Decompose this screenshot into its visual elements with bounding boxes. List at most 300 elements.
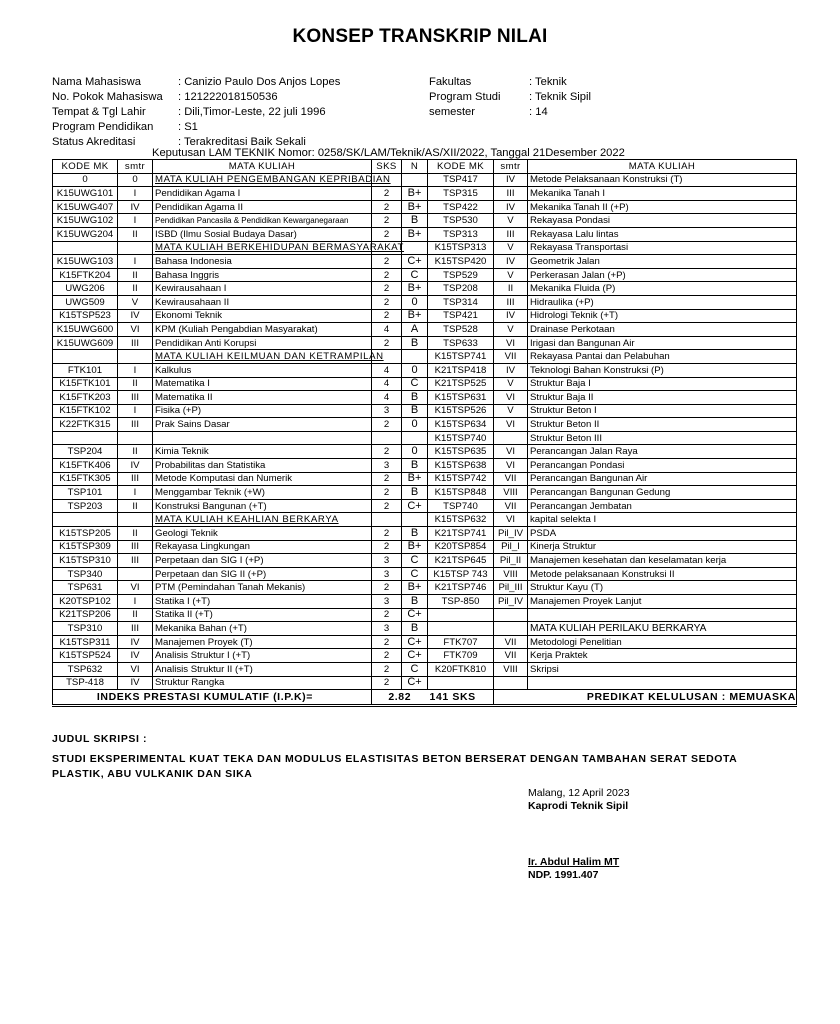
- predikat-label: PREDIKAT KELULUSAN : MEMUASKA: [494, 690, 797, 706]
- course-left-cell: Manajemen Proyek (T): [153, 635, 372, 649]
- course-right-cell: Kerja Praktek: [528, 649, 797, 663]
- code-right-cell: TSP208: [428, 282, 494, 296]
- semester-right-cell: II: [494, 282, 528, 296]
- table-row: [53, 363, 797, 377]
- semester-right-cell: IV: [494, 255, 528, 269]
- semester-left-cell: II: [118, 608, 153, 622]
- code-right-cell: K21TSP525: [428, 377, 494, 391]
- accreditation-decree: Keputusan LAM TEKNIK Nomor: 0258/SK/LAM/Teknik/AS/XII/2022, Tanggal 21Desember 2022: [152, 147, 625, 159]
- grade-cell: 0: [402, 418, 428, 432]
- semester-right-cell: IV: [494, 200, 528, 214]
- code-left-cell: K20TSP102: [53, 595, 118, 609]
- sks-cell: 2: [372, 418, 402, 432]
- grade-cell: B: [402, 459, 428, 473]
- semester-left-cell: I: [118, 255, 153, 269]
- semester-right-cell: V: [494, 404, 528, 418]
- code-left-cell: K15UWG204: [53, 227, 118, 241]
- accreditation-value: : Terakreditasi Baik Sekali: [178, 136, 306, 148]
- code-left-cell: K15FTK101: [53, 377, 118, 391]
- code-right-cell: K15TSP634: [428, 418, 494, 432]
- header-cell: KODE MK: [53, 160, 118, 174]
- sks-cell: 2: [372, 662, 402, 676]
- semester-right-cell: VI: [494, 336, 528, 350]
- semester-right-cell: III: [494, 227, 528, 241]
- code-left-cell: TSP101: [53, 486, 118, 500]
- semester-right-cell: VIII: [494, 662, 528, 676]
- semester-right-cell: VI: [494, 418, 528, 432]
- code-left-cell: K15UWG600: [53, 323, 118, 337]
- code-right-cell: [428, 608, 494, 622]
- table-row: [53, 540, 797, 554]
- semester-right-cell: VIII: [494, 486, 528, 500]
- semester-right-cell: V: [494, 323, 528, 337]
- course-left-cell: PTM (Pemindahan Tanah Mekanis): [153, 581, 372, 595]
- semester-left-cell: II: [118, 445, 153, 459]
- grade-cell: B+: [402, 200, 428, 214]
- course-left-cell: Pendidikan Agama I: [153, 187, 372, 201]
- code-left-cell: K15TSP205: [53, 527, 118, 541]
- sks-cell: 2: [372, 445, 402, 459]
- course-left-cell: Probabilitas dan Statistika: [153, 459, 372, 473]
- course-right-cell: Manajemen kesehatan dan keselamatan kerja: [528, 554, 797, 568]
- header-cell: MATA KULIAH: [528, 160, 797, 174]
- semester-right-cell: [494, 622, 528, 636]
- course-left-cell: Perpetaan dan SIG I (+P): [153, 554, 372, 568]
- code-right-cell: K21TSP746: [428, 581, 494, 595]
- sks-cell: 2: [372, 214, 402, 228]
- table-row: [53, 431, 797, 445]
- thesis-title-line-1: STUDI EKSPERIMENTAL KUAT TEKA DAN MODULUS ELASTISITAS BETON BERSERAT DENGAN TAMBAHAN SERAT SEDOTA: [52, 753, 738, 765]
- semester-right-cell: VII: [494, 635, 528, 649]
- semester-left-cell: VI: [118, 323, 153, 337]
- grade-cell: B: [402, 595, 428, 609]
- accreditation-label: Status Akreditasi: [52, 136, 136, 148]
- sks-cell: 2: [372, 282, 402, 296]
- table-row: [53, 336, 797, 350]
- semester-right-cell: Pil_II: [494, 554, 528, 568]
- code-right-cell: K15TSP740: [428, 431, 494, 445]
- course-left-cell: Matematika II: [153, 391, 372, 405]
- code-right-cell: K15TSP848: [428, 486, 494, 500]
- grade-cell: C: [402, 377, 428, 391]
- grade-cell: [402, 431, 428, 445]
- code-right-cell: TSP528: [428, 323, 494, 337]
- table-row: [53, 241, 797, 255]
- code-left-cell: 0: [53, 173, 118, 187]
- semester-right-cell: [494, 608, 528, 622]
- semester-right-cell: IV: [494, 309, 528, 323]
- semester-left-cell: I: [118, 404, 153, 418]
- code-left-cell: UWG509: [53, 295, 118, 309]
- semester-right-cell: Pil_IV: [494, 595, 528, 609]
- semester-left-cell: I: [118, 486, 153, 500]
- code-right-cell: TSP314: [428, 295, 494, 309]
- course-right-cell: Metode pelaksanaan Konstruksi II: [528, 567, 797, 581]
- course-right-cell: Perancangan Bangunan Air: [528, 472, 797, 486]
- semester-left-cell: III: [118, 391, 153, 405]
- course-right-cell: Drainase Perkotaan: [528, 323, 797, 337]
- program-value: : S1: [178, 121, 198, 133]
- sks-cell: 2: [372, 635, 402, 649]
- grade-cell: C+: [402, 255, 428, 269]
- table-header-row: [53, 160, 797, 174]
- code-left-cell: K21TSP206: [53, 608, 118, 622]
- code-right-cell: TSP530: [428, 214, 494, 228]
- grade-cell: C+: [402, 608, 428, 622]
- semester-left-cell: V: [118, 295, 153, 309]
- semester-left-cell: IV: [118, 459, 153, 473]
- code-right-cell: TSP315: [428, 187, 494, 201]
- sks-cell: 4: [372, 363, 402, 377]
- code-left-cell: TSP340: [53, 567, 118, 581]
- semester-left-cell: II: [118, 268, 153, 282]
- sks-cell: [372, 431, 402, 445]
- document-title: KONSEP TRANSKRIP NILAI: [292, 26, 548, 47]
- table-row: [53, 513, 797, 527]
- table-row: [53, 309, 797, 323]
- code-right-cell: K15TSP635: [428, 445, 494, 459]
- semester-left-cell: VI: [118, 662, 153, 676]
- course-left-cell: MATA KULIAH KEAHLIAN BERKARYA: [153, 513, 372, 527]
- grade-cell: [402, 513, 428, 527]
- semester-left-cell: 0: [118, 173, 153, 187]
- semester-right-cell: V: [494, 214, 528, 228]
- semester-left-cell: IV: [118, 649, 153, 663]
- semester-right-cell: VI: [494, 513, 528, 527]
- grade-cell: C: [402, 268, 428, 282]
- code-left-cell: K15TSP310: [53, 554, 118, 568]
- course-right-cell: [528, 608, 797, 622]
- table-row: [53, 486, 797, 500]
- student-info-right: [429, 75, 729, 120]
- grade-cell: B+: [402, 227, 428, 241]
- table-row: [53, 635, 797, 649]
- course-right-cell: Rekayasa Transportasi: [528, 241, 797, 255]
- table-row: [53, 527, 797, 541]
- sks-cell: 2: [372, 472, 402, 486]
- course-right-cell: kapital selekta I: [528, 513, 797, 527]
- semester-left-cell: IV: [118, 635, 153, 649]
- code-left-cell: TSP-418: [53, 676, 118, 690]
- course-left-cell: Analisis Struktur II (+T): [153, 662, 372, 676]
- sks-cell: 3: [372, 567, 402, 581]
- table-row: [53, 608, 797, 622]
- course-right-cell: Mekanika Fluida (P): [528, 282, 797, 296]
- course-right-cell: Struktur Beton II: [528, 418, 797, 432]
- course-right-cell: Geometrik Jalan: [528, 255, 797, 269]
- semester-left-cell: III: [118, 472, 153, 486]
- sks-cell: 2: [372, 187, 402, 201]
- table-row: [53, 173, 797, 187]
- sks-cell: [372, 513, 402, 527]
- code-right-cell: K15TSP631: [428, 391, 494, 405]
- faculty-value: : Teknik: [529, 76, 567, 88]
- semester-right-cell: Pil_III: [494, 581, 528, 595]
- table-row: [53, 200, 797, 214]
- course-left-cell: Kewirausahaan I: [153, 282, 372, 296]
- grade-cell: C+: [402, 676, 428, 690]
- nim-label: No. Pokok Mahasiswa: [52, 91, 163, 103]
- grade-cell: C+: [402, 635, 428, 649]
- code-left-cell: K15FTK406: [53, 459, 118, 473]
- course-right-cell: Kinerja Struktur: [528, 540, 797, 554]
- table-row: [53, 391, 797, 405]
- sks-cell: 2: [372, 608, 402, 622]
- grade-cell: B: [402, 622, 428, 636]
- course-left-cell: ISBD (Ilmu Sosial Budaya Dasar): [153, 227, 372, 241]
- course-right-cell: Perkerasan Jalan (+P): [528, 268, 797, 282]
- code-right-cell: FTK707: [428, 635, 494, 649]
- course-right-cell: MATA KULIAH PERILAKU BERKARYA: [528, 622, 797, 636]
- course-left-cell: Geologi Teknik: [153, 527, 372, 541]
- grade-cell: B: [402, 391, 428, 405]
- name-label: Nama Mahasiswa: [52, 76, 141, 88]
- code-right-cell: K15TSP 743: [428, 567, 494, 581]
- course-left-cell: Bahasa Inggris: [153, 268, 372, 282]
- sks-cell: 3: [372, 622, 402, 636]
- code-left-cell: K15FTK203: [53, 391, 118, 405]
- course-left-cell: Rekayasa Lingkungan: [153, 540, 372, 554]
- course-left-cell: Kimia Teknik: [153, 445, 372, 459]
- sks-cell: 2: [372, 486, 402, 500]
- course-left-cell: Mekanika Bahan (+T): [153, 622, 372, 636]
- code-right-cell: K15TSP632: [428, 513, 494, 527]
- code-right-cell: TSP529: [428, 268, 494, 282]
- header-cell: KODE MK: [428, 160, 494, 174]
- table-row: [53, 622, 797, 636]
- code-right-cell: [428, 676, 494, 690]
- sks-cell: 2: [372, 336, 402, 350]
- table-row: [53, 499, 797, 513]
- code-left-cell: K15UWG609: [53, 336, 118, 350]
- header-cell: MATA KULIAH: [153, 160, 372, 174]
- course-left-cell: Fisika (+P): [153, 404, 372, 418]
- semester-left-cell: III: [118, 336, 153, 350]
- course-left-cell: KPM (Kuliah Pengabdian Masyarakat): [153, 323, 372, 337]
- course-right-cell: Perancangan Pondasi: [528, 459, 797, 473]
- semester-left-cell: II: [118, 527, 153, 541]
- course-left-cell: Struktur Rangka: [153, 676, 372, 690]
- course-right-cell: Perancangan Jembatan: [528, 499, 797, 513]
- course-right-cell: Metode Pelaksanaan Konstruksi (T): [528, 173, 797, 187]
- semester-right-cell: VII: [494, 350, 528, 364]
- course-left-cell: Analisis Struktur I (+T): [153, 649, 372, 663]
- semester-left-cell: I: [118, 214, 153, 228]
- grade-cell: A: [402, 323, 428, 337]
- semester-left-cell: [118, 513, 153, 527]
- course-right-cell: Struktur Beton I: [528, 404, 797, 418]
- course-right-cell: Rekayasa Lalu lintas: [528, 227, 797, 241]
- nim-value: : 121222018150536: [178, 91, 278, 103]
- semester-right-cell: IV: [494, 363, 528, 377]
- semester-left-cell: I: [118, 363, 153, 377]
- course-right-cell: Struktur Baja II: [528, 391, 797, 405]
- course-left-cell: Konstruksi Bangunan (+T): [153, 499, 372, 513]
- grade-cell: B+: [402, 581, 428, 595]
- semester-right-cell: III: [494, 295, 528, 309]
- semester-left-cell: IV: [118, 200, 153, 214]
- header-cell: smtr: [118, 160, 153, 174]
- table-row: [53, 445, 797, 459]
- semester-left-cell: II: [118, 499, 153, 513]
- table-row: [53, 323, 797, 337]
- code-right-cell: TSP740: [428, 499, 494, 513]
- table-row: [53, 227, 797, 241]
- course-left-cell: MATA KULIAH PENGEMBANGAN KEPRIBADIAN: [153, 173, 372, 187]
- name-value: : Canizio Paulo Dos Anjos Lopes: [178, 76, 341, 88]
- sks-cell: 2: [372, 649, 402, 663]
- semester-left-cell: III: [118, 554, 153, 568]
- course-right-cell: Teknologi Bahan Konstruksi (P): [528, 363, 797, 377]
- course-right-cell: Hidraulika (+P): [528, 295, 797, 309]
- signature-place-date: Malang, 12 April 2023: [528, 787, 630, 799]
- course-right-cell: Rekayasa Pantai dan Pelabuhan: [528, 350, 797, 364]
- code-right-cell: K15TSP526: [428, 404, 494, 418]
- sks-cell: 3: [372, 554, 402, 568]
- course-right-cell: Hidrologi Teknik (+T): [528, 309, 797, 323]
- grade-cell: 0: [402, 295, 428, 309]
- course-right-cell: Manajemen Proyek Lanjut: [528, 595, 797, 609]
- code-right-cell: TSP422: [428, 200, 494, 214]
- thesis-label: JUDUL SKRIPSI :: [52, 733, 148, 745]
- code-left-cell: K15TSP524: [53, 649, 118, 663]
- code-right-cell: [428, 622, 494, 636]
- code-left-cell: K15UWG102: [53, 214, 118, 228]
- signature-ndp: NDP. 1991.407: [528, 869, 599, 881]
- code-right-cell: TSP633: [428, 336, 494, 350]
- course-right-cell: [528, 676, 797, 690]
- table-row: [53, 676, 797, 690]
- code-left-cell: [53, 241, 118, 255]
- table-row: [53, 187, 797, 201]
- course-right-cell: Struktur Beton III: [528, 431, 797, 445]
- grade-cell: C: [402, 662, 428, 676]
- program-label: Program Pendidikan: [52, 121, 154, 133]
- transcript-body: [53, 160, 797, 690]
- code-right-cell: K15TSP420: [428, 255, 494, 269]
- code-left-cell: TSP631: [53, 581, 118, 595]
- grade-cell: B+: [402, 540, 428, 554]
- course-right-cell: Struktur Kayu (T): [528, 581, 797, 595]
- course-left-cell: Pendidikan Anti Korupsi: [153, 336, 372, 350]
- sks-cell: 2: [372, 255, 402, 269]
- total-sks: 141 SKS: [428, 690, 494, 706]
- grade-cell: 0: [402, 363, 428, 377]
- grade-cell: B+: [402, 187, 428, 201]
- sks-cell: 2: [372, 527, 402, 541]
- semester-right-cell: VI: [494, 391, 528, 405]
- code-left-cell: K15TSP309: [53, 540, 118, 554]
- ipk-label: INDEKS PRESTASI KUMULATIF (I.P.K)=: [53, 690, 372, 706]
- semester-label: semester: [429, 106, 476, 118]
- sks-cell: 4: [372, 323, 402, 337]
- table-row: [53, 554, 797, 568]
- course-left-cell: Kewirausahaan II: [153, 295, 372, 309]
- course-right-cell: Irigasi dan Bangunan Air: [528, 336, 797, 350]
- code-left-cell: K15FTK204: [53, 268, 118, 282]
- code-left-cell: [53, 513, 118, 527]
- semester-right-cell: Pil_I: [494, 540, 528, 554]
- grade-cell: [402, 241, 428, 255]
- code-right-cell: TSP-850: [428, 595, 494, 609]
- code-right-cell: K21TSP741: [428, 527, 494, 541]
- course-left-cell: Menggambar Teknik (+W): [153, 486, 372, 500]
- sks-cell: 2: [372, 499, 402, 513]
- table-row: [53, 418, 797, 432]
- semester-right-cell: Pil_IV: [494, 527, 528, 541]
- semester-right-cell: [494, 676, 528, 690]
- sks-cell: 2: [372, 676, 402, 690]
- course-left-cell: Statika I (+T): [153, 595, 372, 609]
- header-cell: N: [402, 160, 428, 174]
- sks-cell: 2: [372, 268, 402, 282]
- course-left-cell: Perpetaan dan SIG II (+P): [153, 567, 372, 581]
- table-row: [53, 214, 797, 228]
- code-left-cell: TSP310: [53, 622, 118, 636]
- study-program-label: Program Studi: [429, 91, 501, 103]
- course-left-cell: MATA KULIAH KEILMUAN DAN KETRAMPILAN: [153, 350, 372, 364]
- sks-cell: 4: [372, 391, 402, 405]
- semester-right-cell: V: [494, 241, 528, 255]
- course-left-cell: MATA KULIAH BERKEHIDUPAN BERMASYARAKAT: [153, 241, 372, 255]
- grade-cell: [402, 350, 428, 364]
- semester-left-cell: II: [118, 377, 153, 391]
- table-row: [53, 255, 797, 269]
- course-right-cell: Perancangan Bangunan Gedung: [528, 486, 797, 500]
- table-row: [53, 295, 797, 309]
- course-left-cell: Kalkulus: [153, 363, 372, 377]
- code-right-cell: TSP421: [428, 309, 494, 323]
- table-row: [53, 268, 797, 282]
- sks-cell: 3: [372, 404, 402, 418]
- course-right-cell: Metodologi Penelitian: [528, 635, 797, 649]
- code-left-cell: TSP632: [53, 662, 118, 676]
- code-left-cell: UWG206: [53, 282, 118, 296]
- thesis-title-line-2: PLASTIK, ABU VULKANIK DAN SIKA: [52, 768, 253, 780]
- semester-left-cell: III: [118, 540, 153, 554]
- grade-cell: B: [402, 527, 428, 541]
- header-cell: smtr: [494, 160, 528, 174]
- grade-cell: B: [402, 404, 428, 418]
- course-right-cell: Rekayasa Pondasi: [528, 214, 797, 228]
- course-left-cell: Matematika I: [153, 377, 372, 391]
- code-left-cell: K15TSP311: [53, 635, 118, 649]
- course-left-cell: Bahasa Indonesia: [153, 255, 372, 269]
- grade-cell: C: [402, 554, 428, 568]
- semester-right-cell: VII: [494, 472, 528, 486]
- course-right-cell: Mekanika Tanah I: [528, 187, 797, 201]
- code-left-cell: [53, 350, 118, 364]
- semester-left-cell: II: [118, 282, 153, 296]
- semester-left-cell: IV: [118, 676, 153, 690]
- code-right-cell: K20TSP854: [428, 540, 494, 554]
- table-row: [53, 567, 797, 581]
- code-right-cell: K21TSP645: [428, 554, 494, 568]
- grade-cell: B+: [402, 309, 428, 323]
- grade-cell: B: [402, 336, 428, 350]
- sks-cell: 2: [372, 309, 402, 323]
- grade-cell: C+: [402, 649, 428, 663]
- semester-left-cell: [118, 241, 153, 255]
- student-info-left: [52, 75, 432, 150]
- semester-right-cell: VII: [494, 649, 528, 663]
- sks-cell: 2: [372, 581, 402, 595]
- course-left-cell: Pendidikan Agama II: [153, 200, 372, 214]
- sks-cell: 2: [372, 295, 402, 309]
- sks-cell: 3: [372, 459, 402, 473]
- semester-right-cell: V: [494, 377, 528, 391]
- course-right-cell: Mekanika Tanah II (+P): [528, 200, 797, 214]
